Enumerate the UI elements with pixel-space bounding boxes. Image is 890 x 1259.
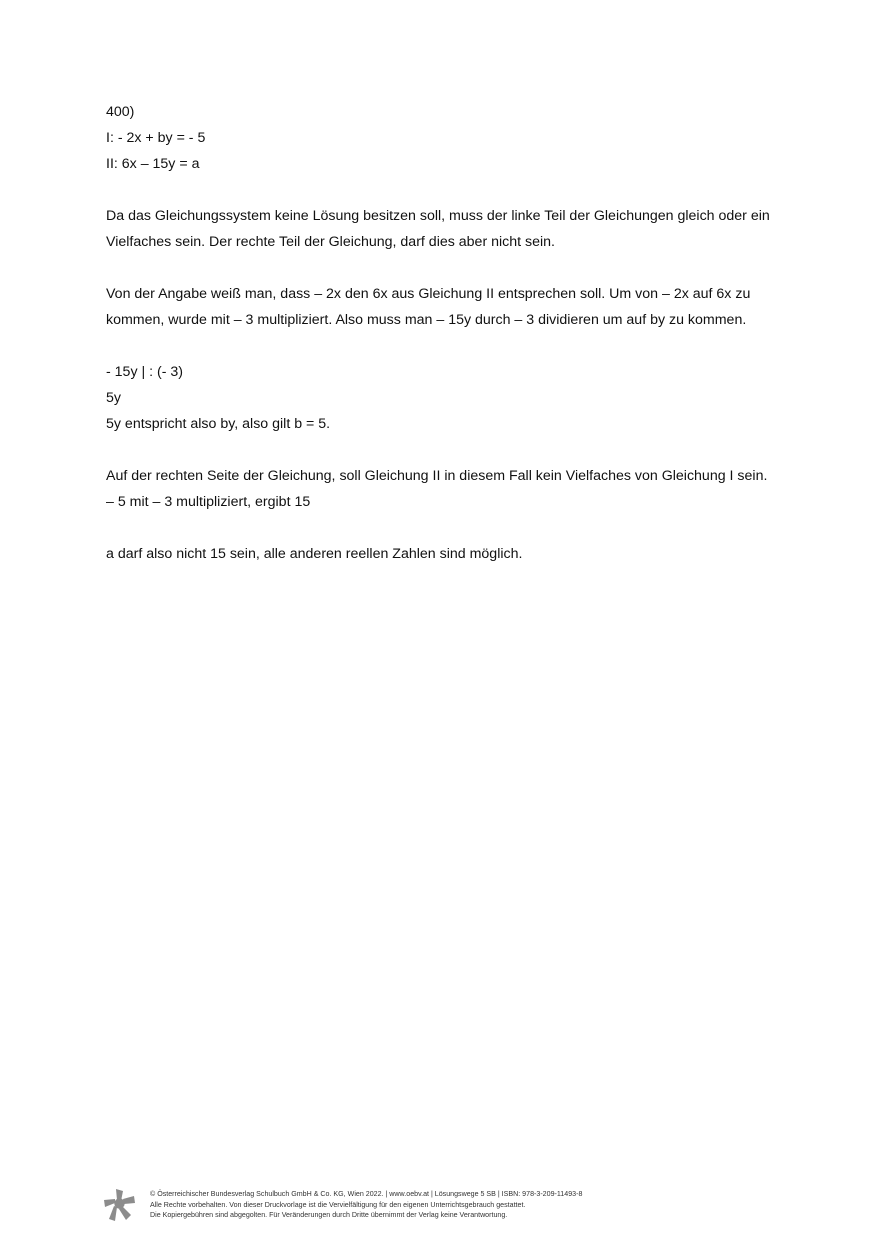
copyright-line-2: Alle Rechte vorbehalten. Von dieser Druckvorlage ist die Vervielfältigung für den eigenen Unterrichtsgebrauch gestattet.: [150, 1200, 526, 1209]
paragraph-3-line-1: Auf der rechten Seite der Gleichung, soll Gleichung II in diesem Fall kein Vielfaches von Gleichung I sein.: [106, 468, 768, 484]
calculation: [106, 359, 826, 437]
conclusion: a darf also nicht 15 sein, alle anderen reellen Zahlen sind möglich.: [106, 546, 523, 562]
paragraph-3-line-2: – 5 mit – 3 multipliziert, ergibt 15: [106, 494, 311, 510]
paragraph-1-line-2: Vielfaches sein. Der rechte Teil der Gleichung, darf dies aber nicht sein.: [106, 234, 555, 250]
publisher-logo-icon: [104, 1188, 136, 1222]
calculation-line-1: - 15y | : (- 3): [106, 364, 183, 380]
paragraph-2: [106, 281, 826, 333]
paragraph-3: [106, 463, 826, 515]
equation-1: I: - 2x + by = - 5: [106, 130, 206, 146]
calculation-line-3: 5y entspricht also by, also gilt b = 5.: [106, 416, 331, 432]
paragraph-1-line-1: Da das Gleichungssystem keine Lösung besitzen soll, muss der linke Teil der Gleichungen gleich oder ein: [106, 208, 770, 224]
page-footer: [104, 1188, 724, 1224]
copyright-line-1: © Österreichischer Bundesverlag Schulbuch GmbH & Co. KG, Wien 2022. | www.oebv.at | Lösungswege 5 SB | ISBN: 978-3-209-11493-8: [150, 1190, 583, 1198]
copyright-notice: [150, 1189, 582, 1221]
document-body: [106, 99, 826, 567]
paragraph-1: [106, 203, 826, 255]
paragraph-2-line-2: kommen, wurde mit – 3 multipliziert. Also muss man – 15y durch – 3 dividieren um auf by zu kommen.: [106, 312, 747, 328]
exercise-header: [106, 99, 826, 177]
calculation-line-2: 5y: [106, 390, 121, 406]
exercise-number: 400): [106, 104, 135, 120]
paragraph-2-line-1: Von der Angabe weiß man, dass – 2x den 6x aus Gleichung II entsprechen soll. Um von – 2x auf 6x zu: [106, 286, 751, 302]
equation-2: II: 6x – 15y = a: [106, 156, 200, 172]
copyright-line-3: Die Kopiergebühren sind abgegolten. Für Veränderungen durch Dritte übernimmt der Verlag keine Verantwortung.: [150, 1211, 508, 1220]
